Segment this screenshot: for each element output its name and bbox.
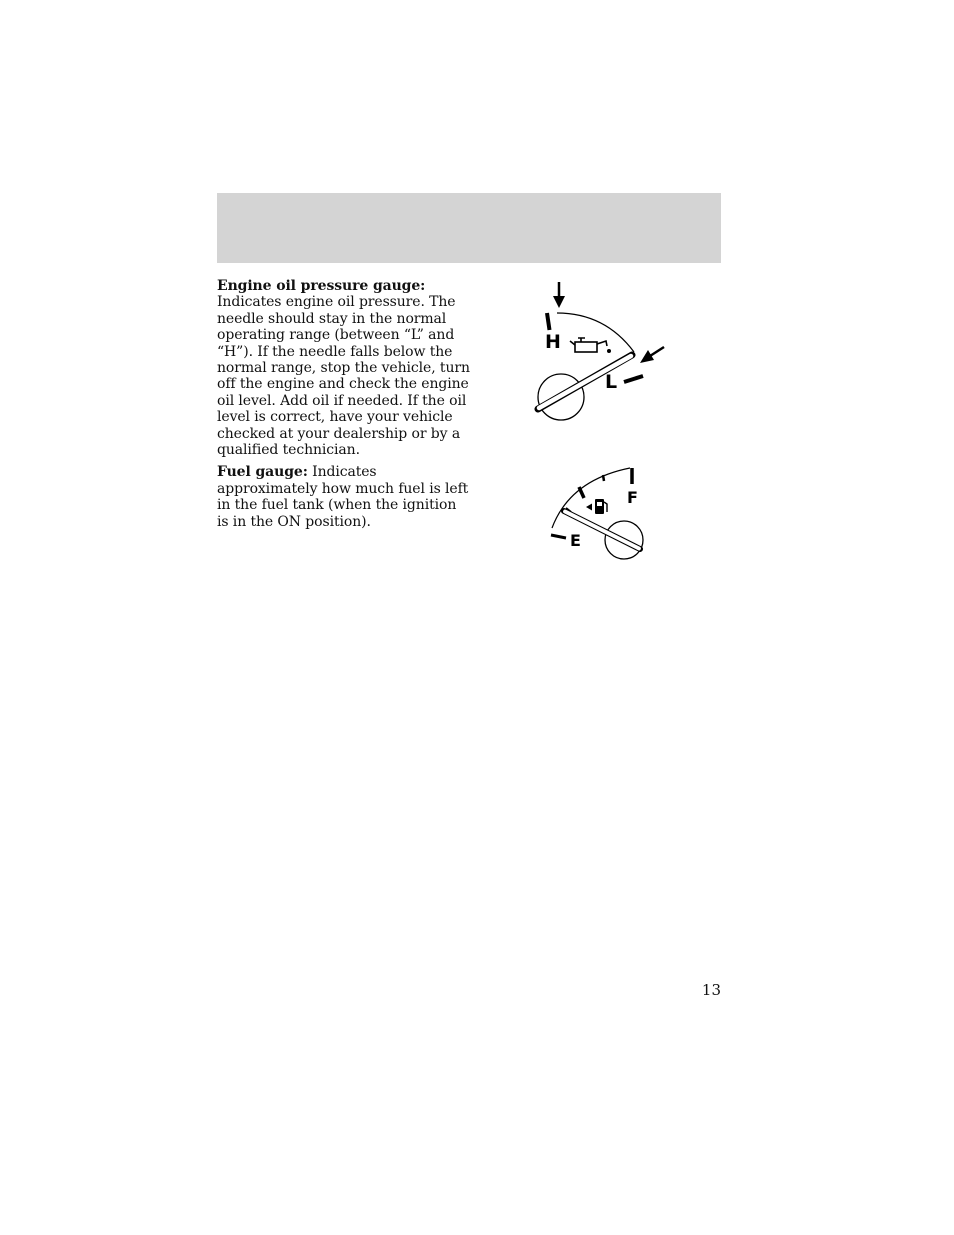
text-column <box>217 278 472 536</box>
page-number: 13 <box>701 981 721 999</box>
fuel-gauge-heading: Fuel gauge: <box>217 464 308 481</box>
fuel-gauge-illustration <box>546 462 650 566</box>
fuel-pump-icon <box>586 499 607 514</box>
fuel-gauge-description: Indicates approximately how much fuel is left in the fuel tank (when the ignition is in the ON position). <box>217 464 469 530</box>
low-arrow-icon <box>640 350 654 363</box>
fuel-full-label: F <box>627 488 638 507</box>
oil-gauge-heading: Engine oil pressure gauge: <box>217 278 426 294</box>
oil-high-label: H <box>545 331 561 353</box>
header-band <box>217 193 721 263</box>
fuel-empty-label: E <box>570 531 581 550</box>
oil-pressure-gauge-illustration <box>530 275 670 430</box>
oil-gauge-paragraph <box>217 278 472 458</box>
fuel-gauge-paragraph <box>217 464 472 530</box>
oil-can-icon <box>570 338 610 352</box>
oil-low-label: L <box>605 371 618 393</box>
high-arrow-icon <box>553 296 565 308</box>
oil-gauge-description: Indicates engine oil pressure. The needle should stay in the normal operating range (between “L” and “H”). If the needle falls below the normal range, stop the vehicle, turn off the engine and check the engine oil level. Add oil if needed. If the oil level is correct, have your vehicle checked at your dealership or by a qualified technician. <box>217 294 470 459</box>
